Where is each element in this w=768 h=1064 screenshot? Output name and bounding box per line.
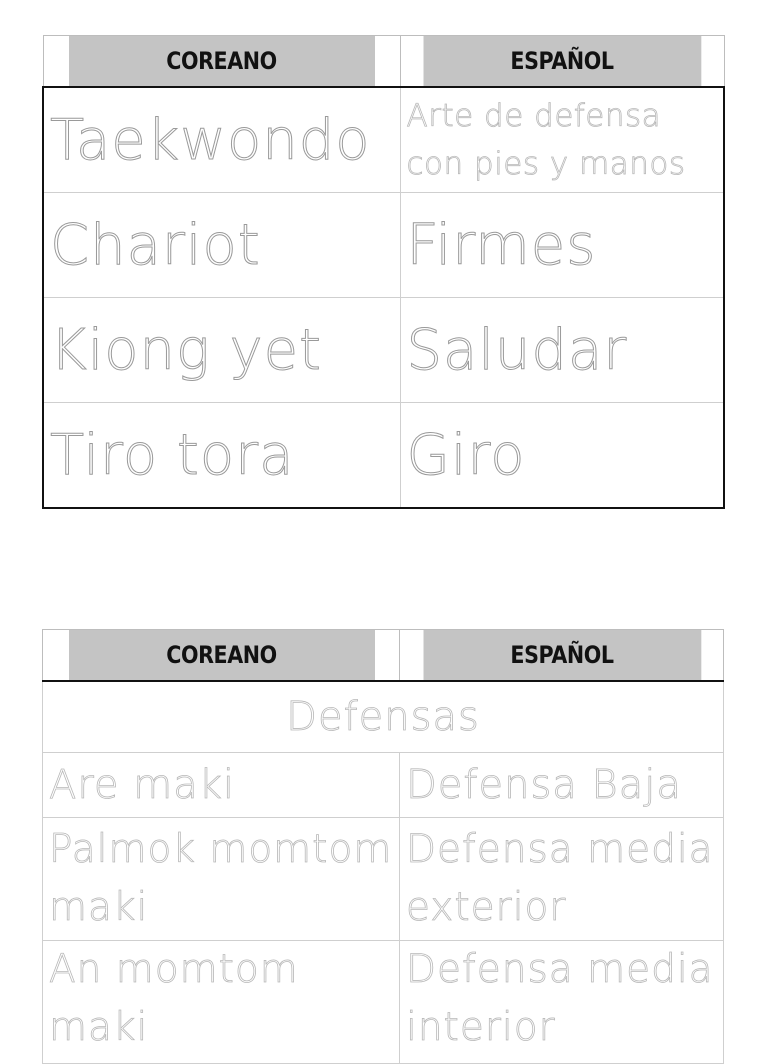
korean-term-cell [43,87,400,193]
table-header-row [43,36,724,88]
spanish-term: Defensa media interior [406,947,714,1050]
korean-term: Are maki [49,762,236,808]
spanish-term-cell [400,87,724,193]
spanish-term: Firmes [406,212,597,278]
table-row [43,753,724,818]
korean-term: Taekwondo [50,107,371,173]
spanish-term: Defensa Baja [406,762,682,808]
spanish-term-cell [400,403,724,509]
spanish-term: Giro [406,422,526,488]
spanish-term-cell [400,753,724,818]
korean-term-cell [43,193,400,298]
header-espanol: ESPAÑOL [422,630,701,682]
table-row [43,818,724,941]
section-row [43,681,724,753]
table-row [43,193,724,298]
table-header-row [43,630,724,682]
korean-term: Palmok momtom maki [49,827,393,930]
section-title: Defensas [286,694,480,740]
spanish-term: Arte de defensa con pies y manos [406,98,686,182]
header-coreano: COREANO [68,36,375,88]
spanish-term: Defensa media exterior [406,827,714,930]
korean-term: Tiro tora [50,422,295,488]
spanish-term: Saludar [406,317,628,383]
korean-term: An momtom maki [49,947,299,1050]
spanish-term-cell [400,941,724,1064]
table-row [43,298,724,403]
vocabulary-table-basics [42,35,725,509]
section-title-cell [43,681,724,753]
korean-term-cell [43,753,400,818]
table-row [43,403,724,509]
korean-term-cell [43,403,400,509]
vocabulary-table-defenses [42,629,724,1064]
header-coreano: COREANO [67,630,374,682]
spanish-term-cell [400,193,724,298]
korean-term-cell [43,941,400,1064]
korean-term-cell [43,298,400,403]
korean-term-cell [43,818,400,941]
spanish-term-cell [400,818,724,941]
table-row [43,87,724,193]
table-row [43,941,724,1064]
spanish-term-cell [400,298,724,403]
korean-term: Kiong yet [50,317,322,383]
korean-term: Chariot [50,212,261,278]
header-espanol: ESPAÑOL [423,36,702,88]
